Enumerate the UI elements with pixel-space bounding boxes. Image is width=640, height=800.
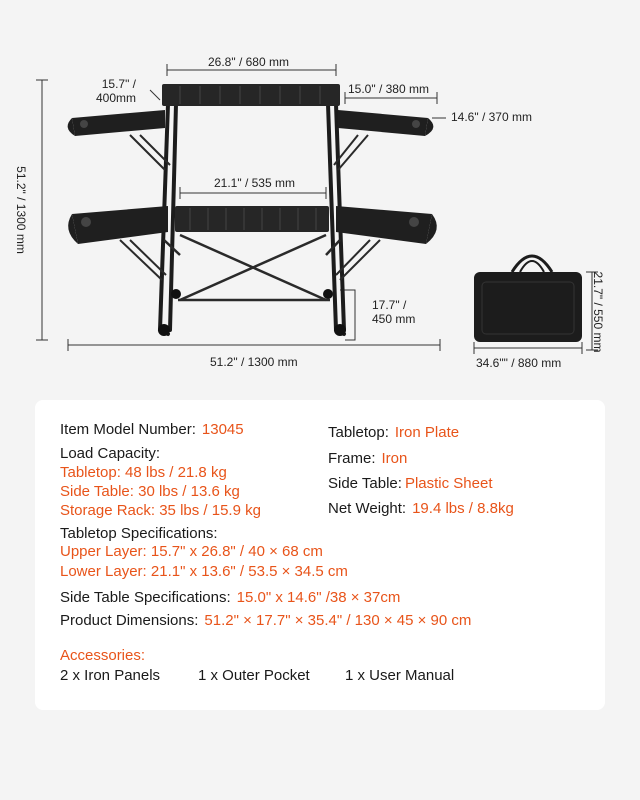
specs-card: [35, 400, 605, 710]
net-weight-value: 19.4 lbs / 8.8kg: [412, 500, 514, 517]
bag-width-label: 34.6"" / 880 mm: [476, 356, 562, 370]
tabletop-label: Tabletop:: [328, 424, 389, 441]
side-table-width-label: 15.0" / 380 mm: [348, 82, 429, 96]
load-side-table: Side Table: 30 lbs / 13.6 kg: [60, 483, 240, 500]
load-storage-rack: Storage Rack: 35 lbs / 15.9 kg: [60, 502, 261, 519]
product-dim-row: [60, 612, 471, 630]
side-table-depth-label: 14.6" / 370 mm: [451, 110, 532, 124]
side-table-label: Side Table:: [328, 475, 402, 492]
load-tabletop: Tabletop: 48 lbs / 21.8 kg: [60, 464, 227, 481]
lower-width-label: 21.1" / 535 mm: [214, 176, 295, 190]
accessory-item: 1 x User Manual: [345, 667, 455, 684]
frame-value: Iron: [381, 450, 408, 467]
lower-depth-label: [372, 298, 415, 326]
load-capacity-label: Load Capacity:: [60, 445, 161, 462]
side-spec-label: Side Table Specifications:: [60, 589, 231, 606]
tabletop-value: Iron Plate: [394, 424, 460, 441]
tabletop-row: [328, 424, 459, 442]
tabletop-spec-label: Tabletop Specifications:: [60, 525, 218, 542]
total-height-label: 51.2" / 1300 mm: [14, 166, 28, 254]
product-dim-label: Product Dimensions:: [60, 612, 199, 629]
side-spec-value: 15.0" x 14.6" /38 × 37cm: [236, 589, 401, 606]
lower-depth-line1: 17.7" /: [372, 298, 407, 312]
model-value: 13045: [201, 421, 244, 438]
upper-depth-line2: 400mm: [96, 91, 137, 105]
accessory-item: 1 x Outer Pocket: [198, 667, 310, 684]
accessories-label: Accessories:: [60, 647, 146, 664]
upper-depth-line1: 15.7" /: [101, 77, 137, 91]
total-width-label: 51.2" / 1300 mm: [210, 355, 298, 369]
accessory-item: 2 x Iron Panels: [60, 667, 161, 684]
model-row: [60, 421, 244, 439]
model-label: Item Model Number:: [60, 421, 196, 438]
product-dim-value: 51.2" × 17.7" × 35.4" / 130 × 45 × 90 cm: [204, 612, 472, 629]
upper-depth-label: [96, 77, 136, 105]
lower-depth-line2: 450 mm: [372, 312, 416, 326]
bag-height-label: 21.7" / 550 mm: [591, 271, 605, 353]
carry-bag: [474, 256, 582, 342]
frame-row: [328, 450, 407, 468]
net-weight-label: Net Weight:: [328, 500, 407, 517]
side-table-value: Plastic Sheet: [404, 475, 493, 492]
frame-label: Frame:: [328, 450, 376, 467]
upper-layer: Upper Layer: 15.7" x 26.8" / 40 × 68 cm: [60, 543, 323, 560]
side-spec-row: [60, 589, 400, 607]
lower-layer: Lower Layer: 21.1" x 13.6" / 53.5 × 34.5 cm: [60, 563, 348, 580]
net-weight-row: [328, 500, 514, 518]
side-table-row: [328, 475, 493, 493]
top-width-label: 26.8" / 680 mm: [208, 55, 289, 69]
